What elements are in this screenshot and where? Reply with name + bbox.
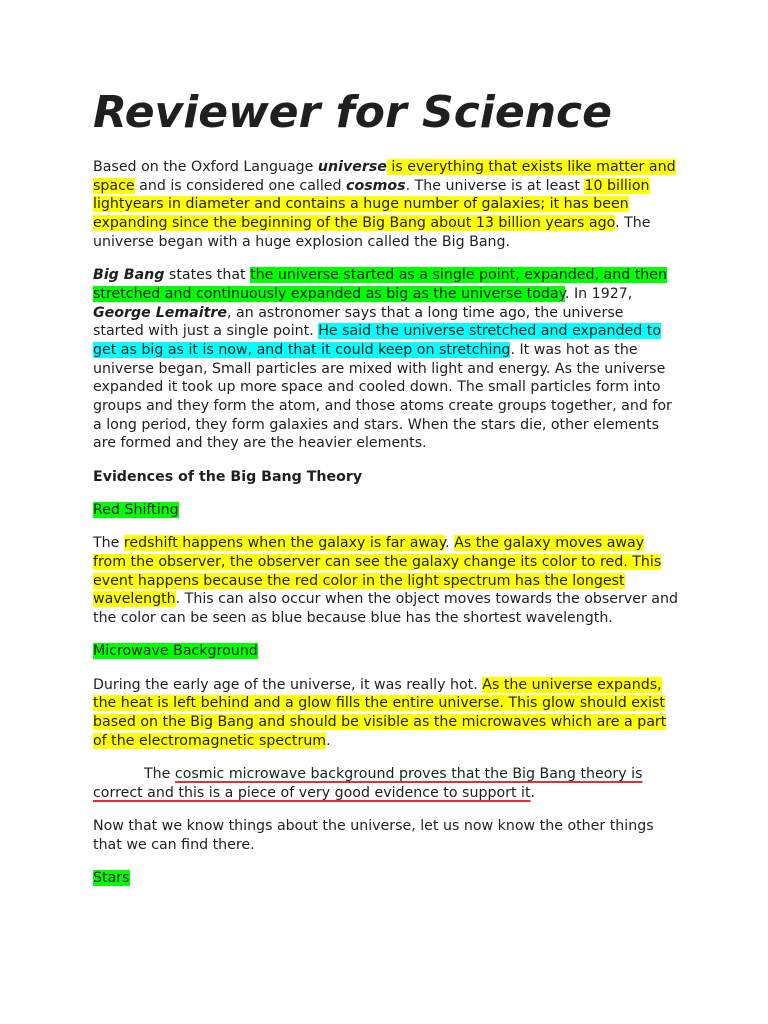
highlight-yellow: As the universe expands, the heat is left behind and a glow fills the entire universe. This glow should exist based on the Big Bang and should be visible as the microwaves which are a part of the electromagnetic spectrum — [93, 676, 667, 749]
page-title: Reviewer for Science — [93, 87, 612, 138]
paragraph-big-bang — [93, 266, 678, 453]
text-run: states that — [164, 267, 251, 284]
term-george-lemaitre: George Lemaitre — [93, 304, 228, 321]
text-run: . — [530, 784, 536, 801]
paragraph-red-shifting — [93, 534, 678, 628]
text-run: , an astronomer says that a long time ago, the universe started with just a single point. — [93, 304, 624, 340]
highlight-yellow: redshift happens when the galaxy is far away — [123, 535, 446, 552]
term-cosmos: cosmos — [346, 177, 406, 194]
text-run: . The universe is at least — [405, 177, 585, 194]
paragraph-transition: Now that we know things about the universe, let us now know the other things that we can find there. — [93, 818, 654, 853]
highlight-yellow: 10 billion lightyears in diameter and contains a huge number of galaxies; it has been expanding since the beginning of the Big Bang about 13 billion years ago — [93, 177, 650, 232]
text-run: . The universe began with a huge explosion called the Big Bang. — [93, 215, 651, 250]
text-run: . It was hot as the universe began, Small particles are mixed with light and energy. As the universe expanded it took up more space and cooled down. The small particles form into groups and they form the atom, and those atoms create groups together, and for a long period, they form galaxies and stars. When the stars die, other elements are formed and they are the heavier elements. — [93, 341, 672, 452]
term-universe: universe — [317, 159, 387, 175]
paragraph-microwave — [93, 676, 678, 751]
document-body — [93, 158, 678, 902]
text-run: and is considered one called — [134, 177, 347, 194]
subheading-microwave-background: Microwave Background — [93, 643, 258, 660]
subheading-red-shifting: Red Shifting — [93, 502, 179, 519]
paragraph-cmb-evidence — [93, 765, 678, 802]
subheading-stars-line — [93, 869, 678, 888]
text-run: The — [144, 766, 175, 783]
subheading-microwave-line — [93, 642, 678, 661]
highlight-yellow: is everything that exists like matter and space — [93, 159, 676, 194]
text-run: . This can also occur when the object moves towards the observer and the color can be seen as blue because blue has the shortest wavelength. — [93, 591, 679, 627]
text-run: During the early age of the universe, it was really hot. — [93, 676, 483, 693]
text-run: Based on the Oxford Language — [93, 159, 318, 175]
text-run: The — [93, 535, 124, 552]
text-run: . — [445, 535, 455, 552]
spellcheck-underline-text: cosmic microwave background proves that the Big Bang theory is correct and this is a piece of very good evidence to support it — [93, 766, 643, 801]
text-run: . — [326, 732, 331, 749]
subheading-red-shifting-line — [93, 501, 678, 520]
highlight-yellow: As the galaxy moves away from the observer, the observer can see the galaxy change its color to red. This event happens because the red color in the light spectrum has the longest wavelength — [93, 535, 662, 608]
paragraph-universe — [93, 158, 678, 252]
subheading-stars: Stars — [93, 870, 130, 887]
text-run: . In 1927, — [564, 285, 633, 302]
section-heading-evidences: Evidences of the Big Bang Theory — [93, 468, 363, 485]
highlight-cyan: He said the universe stretched and expanded to get as big as it is now, and that it could keep on stretching — [93, 323, 662, 358]
highlight-green: the universe started as a single point, expanded, and then stretched and continuously expanded as big as the universe today — [93, 267, 668, 302]
term-big-bang: Big Bang — [93, 267, 165, 284]
